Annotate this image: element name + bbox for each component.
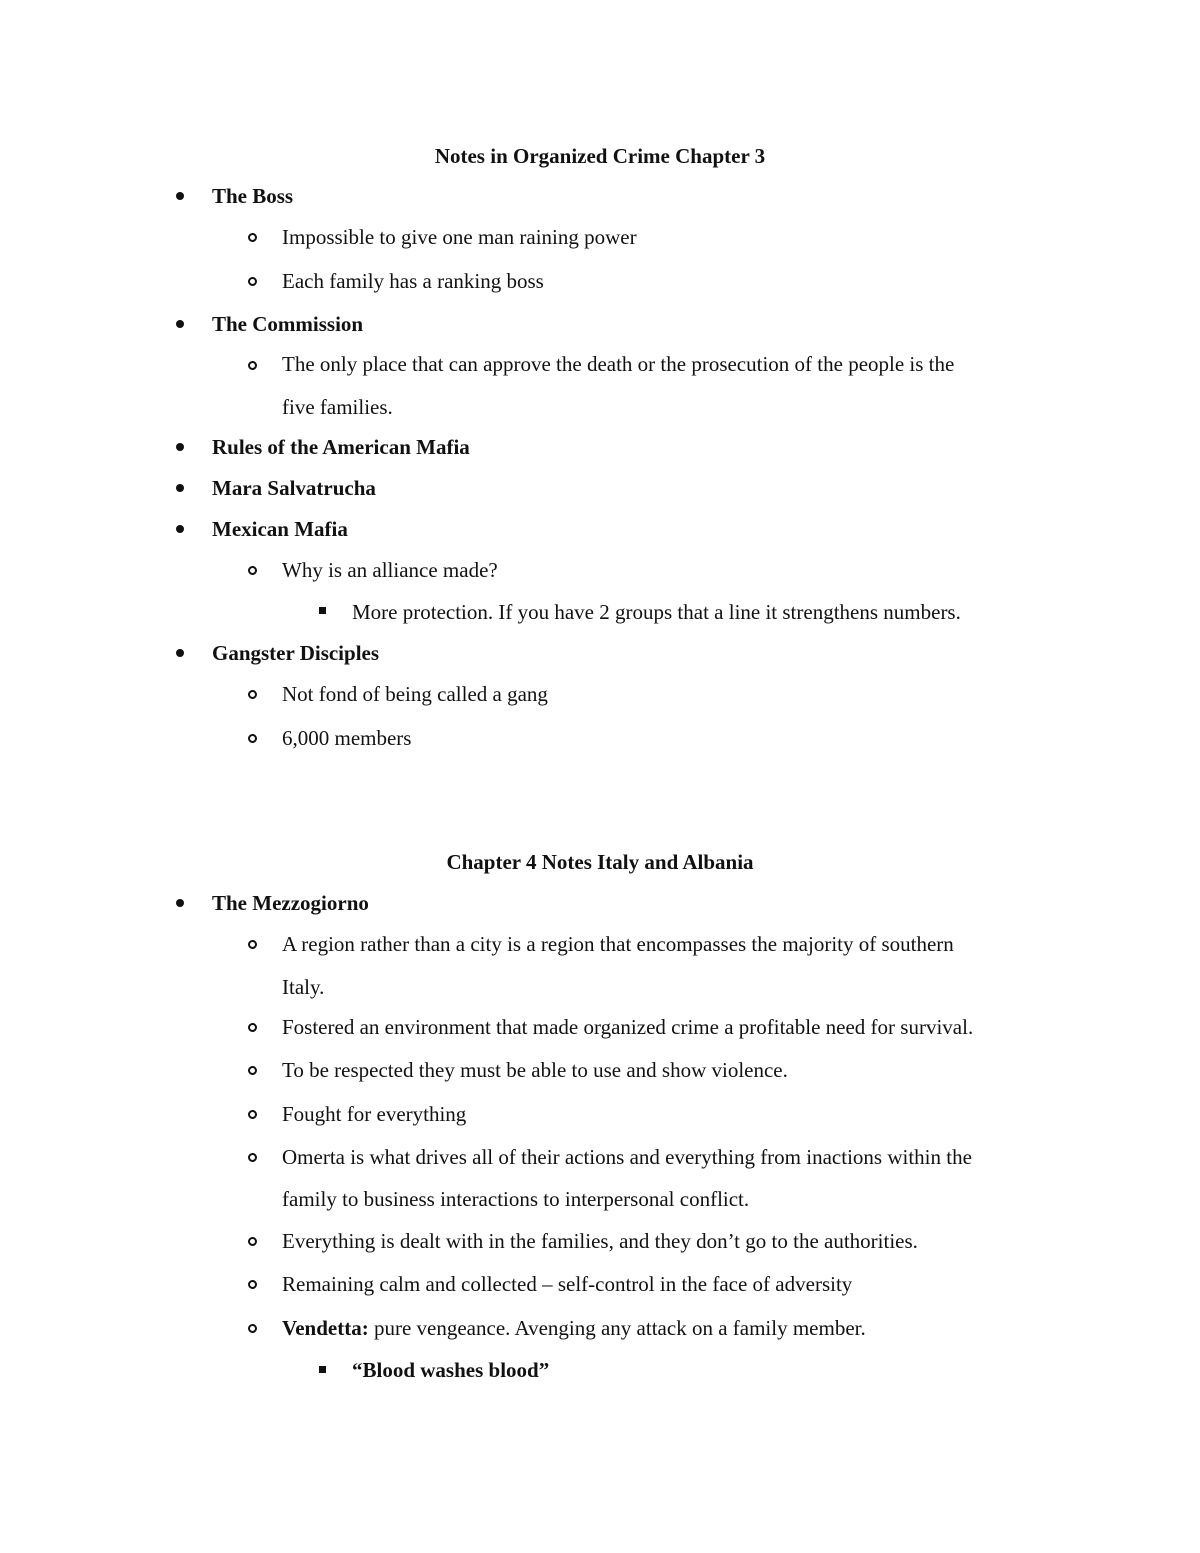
circle-bullet-icon xyxy=(248,1153,257,1162)
list-item: Everything is dealt with in the families, and they don’t go to the authorities. xyxy=(282,1229,918,1253)
circle-bullet-icon xyxy=(248,1324,257,1333)
sub-list-item: “Blood washes blood” xyxy=(352,1358,550,1382)
list-item: Not fond of being called a gang xyxy=(282,682,548,706)
vendetta-text: pure vengeance. Avenging any attack on a family member. xyxy=(368,1316,866,1340)
circle-bullet-icon xyxy=(248,1110,257,1119)
sub-list-item: More protection. If you have 2 groups that a line it strengthens numbers. xyxy=(352,600,961,624)
list-item: Why is an alliance made? xyxy=(282,558,498,582)
list-item: Fostered an environment that made organized crime a profitable need for survival. xyxy=(282,1015,974,1039)
square-bullet-icon xyxy=(319,607,326,614)
circle-bullet-icon xyxy=(248,1280,257,1289)
list-item: To be respected they must be able to use and show violence. xyxy=(282,1058,788,1082)
vendetta-label: Vendetta: xyxy=(282,1316,369,1340)
circle-bullet-icon xyxy=(248,1237,257,1246)
bullet-icon xyxy=(176,484,184,492)
bullet-icon xyxy=(176,192,184,200)
circle-bullet-icon xyxy=(248,233,257,242)
square-bullet-icon xyxy=(319,1366,326,1373)
list-item: 6,000 members xyxy=(282,726,412,750)
circle-bullet-icon xyxy=(248,566,257,575)
circle-bullet-icon xyxy=(248,1023,257,1032)
circle-bullet-icon xyxy=(248,734,257,743)
heading-rules: Rules of the American Mafia xyxy=(212,435,470,459)
list-item-continuation: family to business interactions to interpersonal conflict. xyxy=(282,1187,750,1211)
circle-bullet-icon xyxy=(248,1066,257,1075)
list-item: Omerta is what drives all of their actions and everything from inactions within the xyxy=(282,1145,972,1169)
list-item: Each family has a ranking boss xyxy=(282,269,544,293)
list-item-continuation: Italy. xyxy=(282,975,325,999)
list-item: Remaining calm and collected – self-control in the face of adversity xyxy=(282,1272,853,1296)
list-item: A region rather than a city is a region that encompasses the majority of southern xyxy=(282,932,954,956)
list-item: Impossible to give one man raining power xyxy=(282,225,637,249)
list-item: The only place that can approve the death or the prosecution of the people is the xyxy=(282,352,955,376)
bullet-icon xyxy=(176,320,184,328)
list-item-vendetta xyxy=(282,1316,866,1341)
heading-the-commission: The Commission xyxy=(212,312,364,336)
chapter4-title: Chapter 4 Notes Italy and Albania xyxy=(446,850,754,874)
circle-bullet-icon xyxy=(248,361,257,370)
heading-gangster-disciples: Gangster Disciples xyxy=(212,641,380,665)
heading-mezzogiorno: The Mezzogiorno xyxy=(212,891,369,915)
bullet-icon xyxy=(176,525,184,533)
heading-mexican-mafia: Mexican Mafia xyxy=(212,517,348,541)
heading-mara-salvatrucha: Mara Salvatrucha xyxy=(212,476,376,500)
circle-bullet-icon xyxy=(248,277,257,286)
list-item: Fought for everything xyxy=(282,1102,467,1126)
chapter3-title: Notes in Organized Crime Chapter 3 xyxy=(434,144,766,168)
bullet-icon xyxy=(176,649,184,657)
circle-bullet-icon xyxy=(248,940,257,949)
bullet-icon xyxy=(176,443,184,451)
list-item-continuation: five families. xyxy=(282,395,393,419)
bullet-icon xyxy=(176,899,184,907)
circle-bullet-icon xyxy=(248,690,257,699)
heading-the-boss: The Boss xyxy=(212,184,294,208)
